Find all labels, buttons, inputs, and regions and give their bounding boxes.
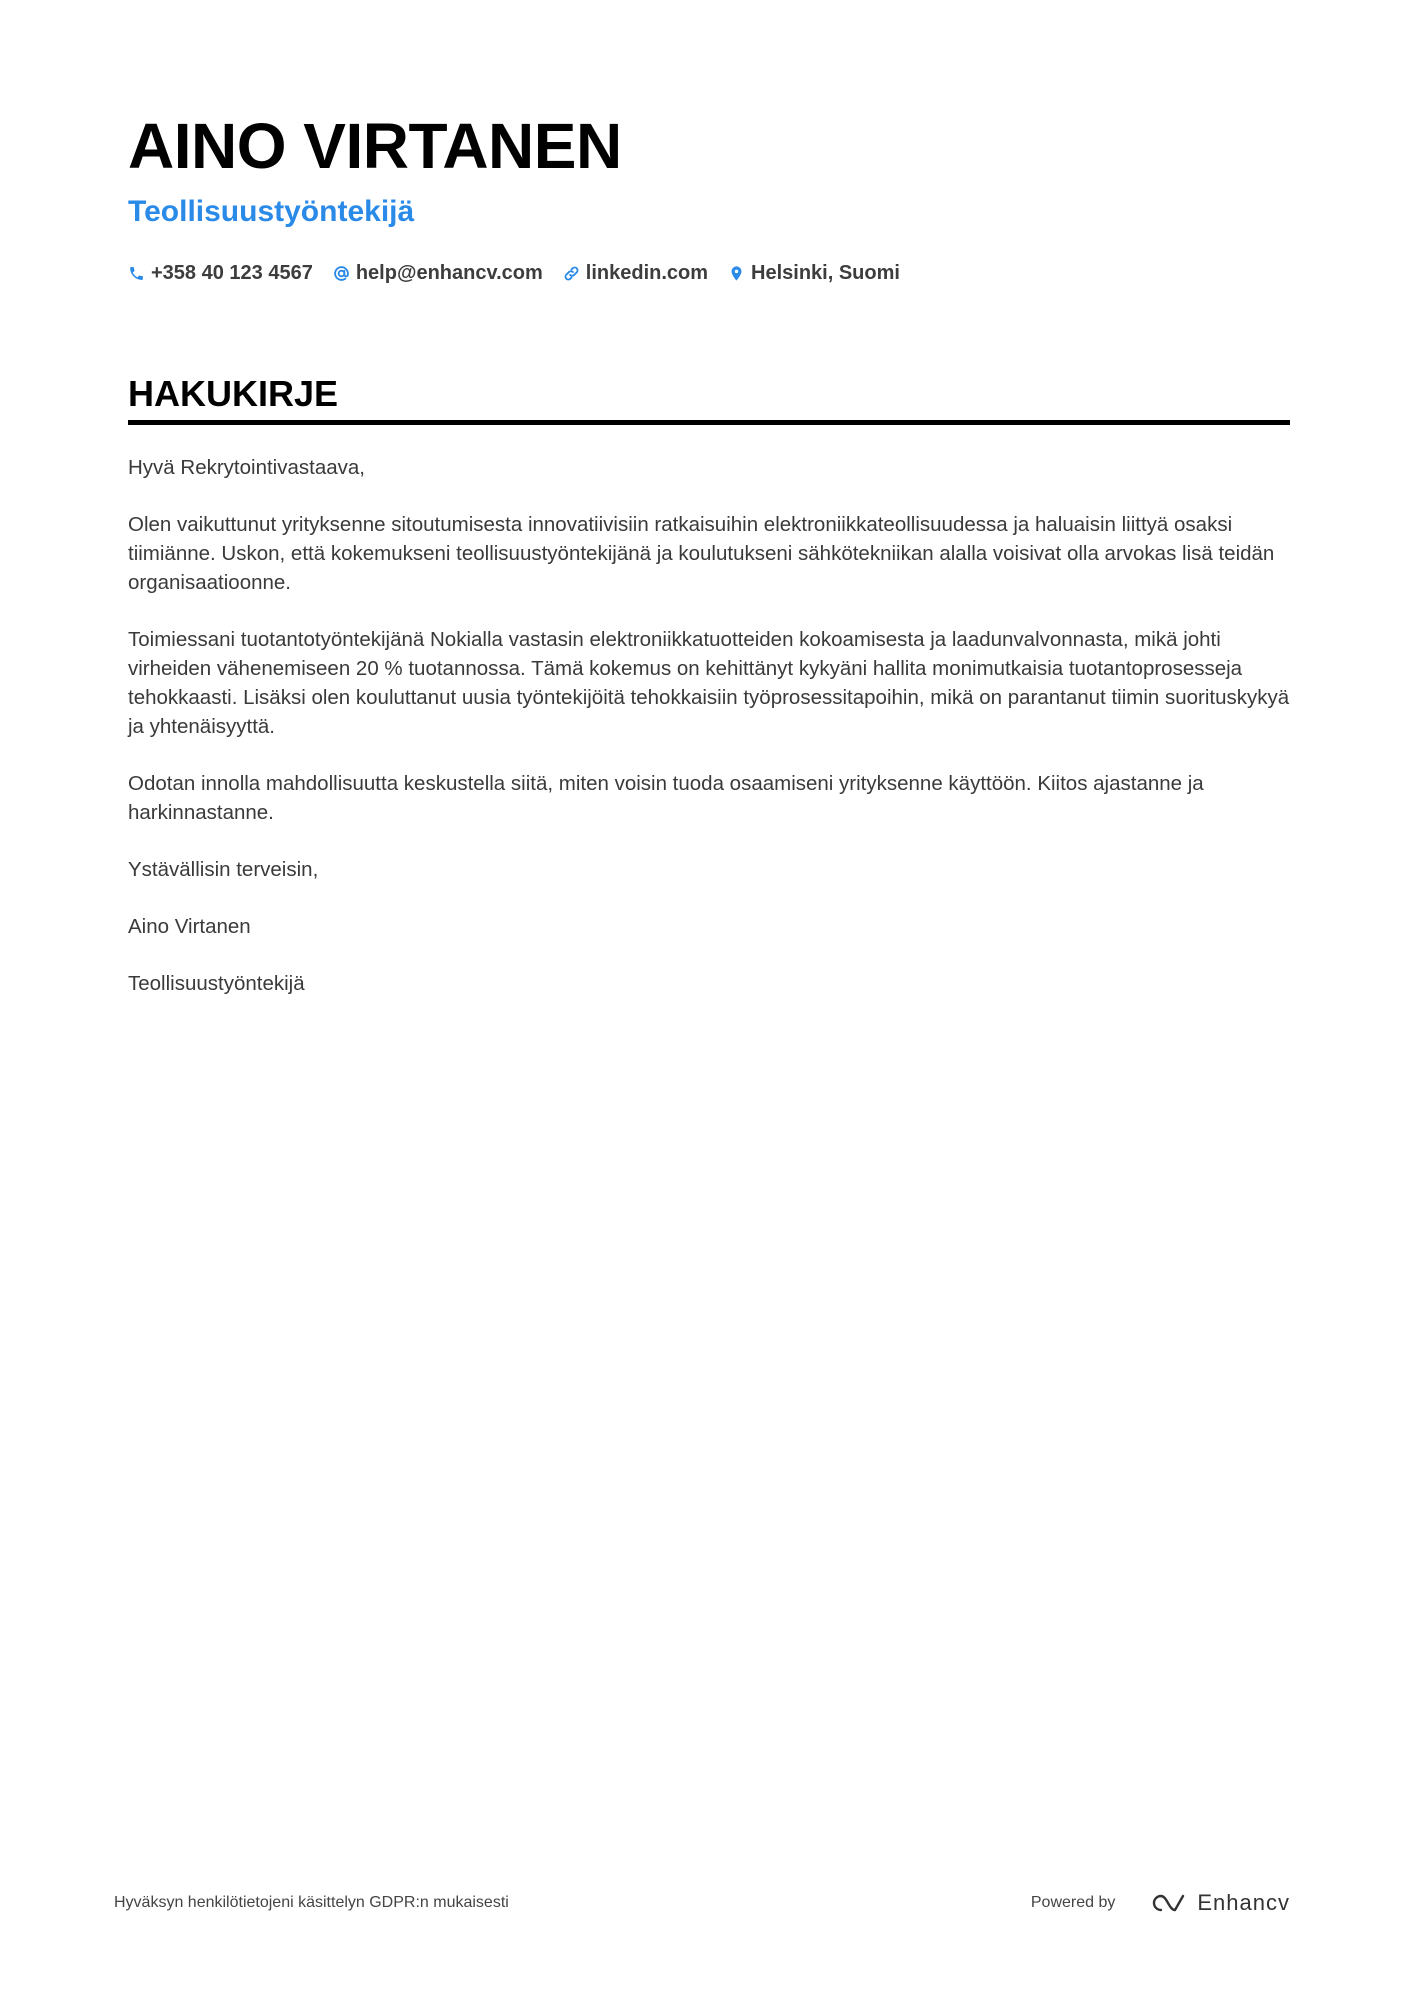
letter-paragraph: Olen vaikuttunut yrityksenne sitoutumisesta innovatiivisiin ratkaisuihin elektroniikkateollisuudessa ja haluaisin liittyä osaksi tiimiänne. Uskon, että kokemukseni teollisuustyöntekijänä ja koulutukseni sähkötekniikan alalla voisivat olla arvokas lisä teidän organisaatioonne. [128,513,1275,594]
signature-name: Aino Virtanen [128,915,251,938]
applicant-name: AINO VIRTANEN [128,110,622,182]
contact-location-text: Helsinki, Suomi [751,262,900,284]
link-icon [563,265,580,282]
section-title: HAKUKIRJE [128,373,339,414]
contact-linkedin-text: linkedin.com [585,262,709,284]
section-divider [128,420,1290,425]
enhancv-brand[interactable] [1141,1890,1290,1916]
signature-title: Teollisuustyöntekijä [128,972,305,995]
powered-by[interactable] [1031,1890,1290,1916]
contact-phone-text: +358 40 123 4567 [151,262,313,284]
phone-icon [128,265,145,282]
contact-email[interactable] [333,260,543,286]
letter-body [128,453,1290,998]
contact-email-text: help@enhancv.com [355,262,543,284]
letter-closing: Ystävällisin terveisin, [128,858,319,881]
location-pin-icon [728,265,745,282]
contact-bar [128,260,1290,286]
gdpr-consent-text: Hyväksyn henkilötietojeni käsittelyn GDPR:n mukaisesti [114,1894,509,1911]
contact-location [728,260,900,286]
powered-by-label: Powered by [1030,1894,1116,1911]
contact-linkedin[interactable] [563,260,708,286]
applicant-job-title: Teollisuustyöntekijä [128,195,415,228]
page-footer [114,1890,1290,1916]
letter-greeting: Hyvä Rekrytointivastaava, [128,456,365,479]
cover-letter-content [128,108,1290,1026]
letter-paragraph: Odotan innolla mahdollisuutta keskustella siitä, miten voisin tuoda osaamiseni yrityksenne käyttöön. Kiitos ajastanne ja harkinnastanne. [128,772,1204,824]
brand-name: Enhancv [1197,1890,1290,1915]
contact-phone[interactable] [128,260,313,286]
letter-paragraph: Toimiessani tuotantotyöntekijänä Nokialla vastasin elektroniikkatuotteiden kokoamisesta ja laadunvalvonnasta, mikä johti virheiden vähenemiseen 20 % tuotannossa. Tämä kokemus on kehittänyt kykyäni hallita monimutkaisia tuotantoprosesseja tehokkaasti. Lisäksi olen kouluttanut uusia työntekijöitä tehokkaisiin työprosessitapoihin, mikä on parantanut tiimin suorituskykyä ja yhtenäisyyttä. [128,628,1290,738]
enhancv-logo-icon [1141,1890,1187,1916]
at-icon [333,265,350,282]
